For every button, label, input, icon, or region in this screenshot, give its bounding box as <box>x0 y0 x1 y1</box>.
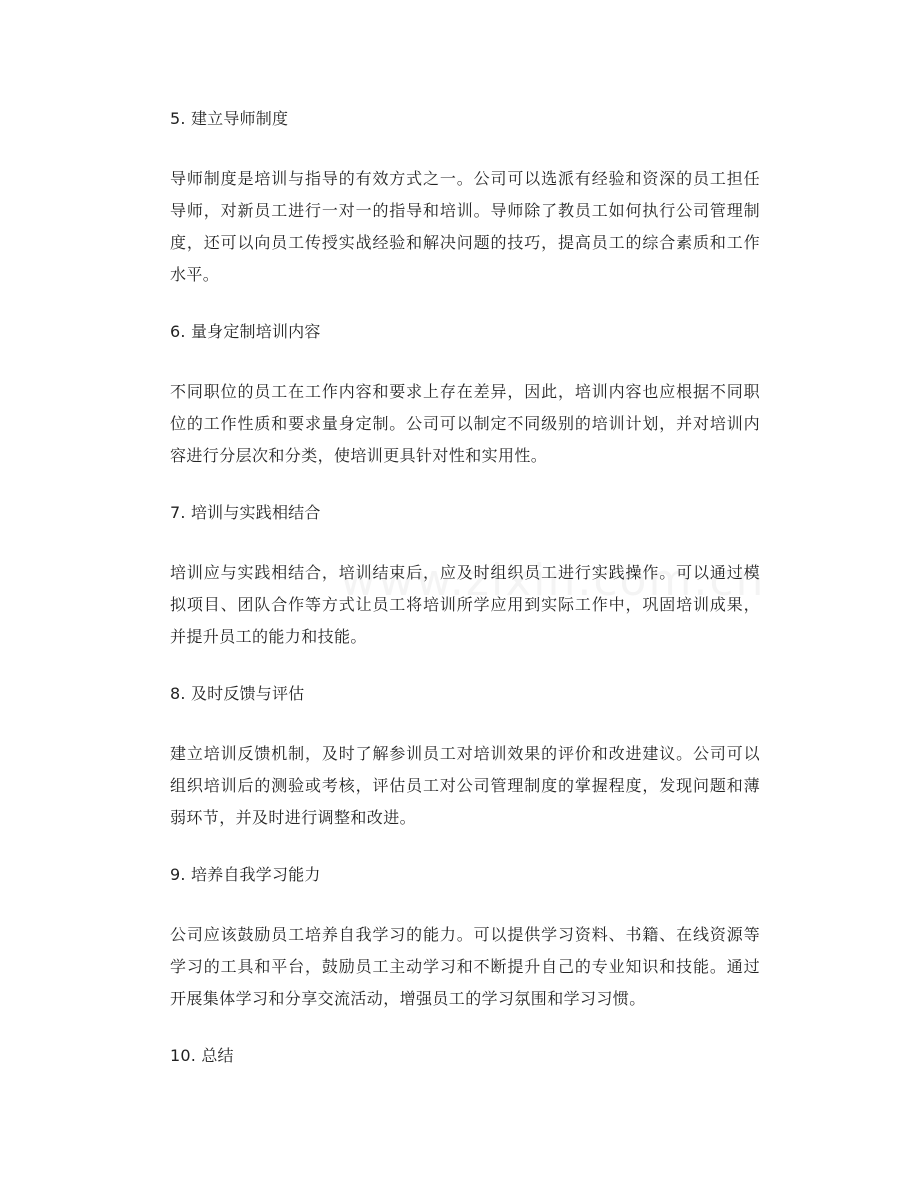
section-heading-6: 6. 量身定制培训内容 <box>170 322 321 341</box>
section-paragraph-6: 不同职位的员工在工作内容和要求上存在差异，因此，培训内容也应根据不同职位的工作性质和要求量身定制。公司可以制定不同级别的培训计划，并对培训内容进行分层次和分类，使培训更具针对性和实用性。 <box>170 382 760 465</box>
section-paragraph-5: 导师制度是培训与指导的有效方式之一。公司可以选派有经验和资深的员工担任导师，对新员工进行一对一的指导和培训。导师除了教员工如何执行公司管理制度，还可以向员工传授实战经验和解决问题的技巧，提高员工的综合素质和工作水平。 <box>170 169 760 284</box>
document-body <box>170 101 760 1100</box>
section-paragraph-9: 公司应该鼓励员工培养自我学习的能力。可以提供学习资料、书籍、在线资源等学习的工具和平台，鼓励员工主动学习和不断提升自己的专业知识和技能。通过开展集体学习和分享交流活动，增强员工的学习氛围和学习习惯。 <box>170 925 760 1008</box>
section-paragraph-7: 培训应与实践相结合，培训结束后，应及时组织员工进行实践操作。可以通过模拟项目、团队合作等方式让员工将培训所学应用到实际工作中，巩固培训成果，并提升员工的能力和技能。 <box>170 563 760 646</box>
section-heading-10: 10. 总结 <box>170 1046 234 1065</box>
section-heading-8: 8. 及时反馈与评估 <box>170 684 305 703</box>
section-heading-7: 7. 培训与实践相结合 <box>170 503 321 522</box>
section-heading-9: 9. 培养自我学习能力 <box>170 865 321 884</box>
section-heading-5: 5. 建立导师制度 <box>170 109 289 128</box>
section-paragraph-8: 建立培训反馈机制，及时了解参训员工对培训效果的评价和改进建议。公司可以组织培训后的测验或考核，评估员工对公司管理制度的掌握程度，发现问题和薄弱环节，并及时进行调整和改进。 <box>170 744 760 827</box>
